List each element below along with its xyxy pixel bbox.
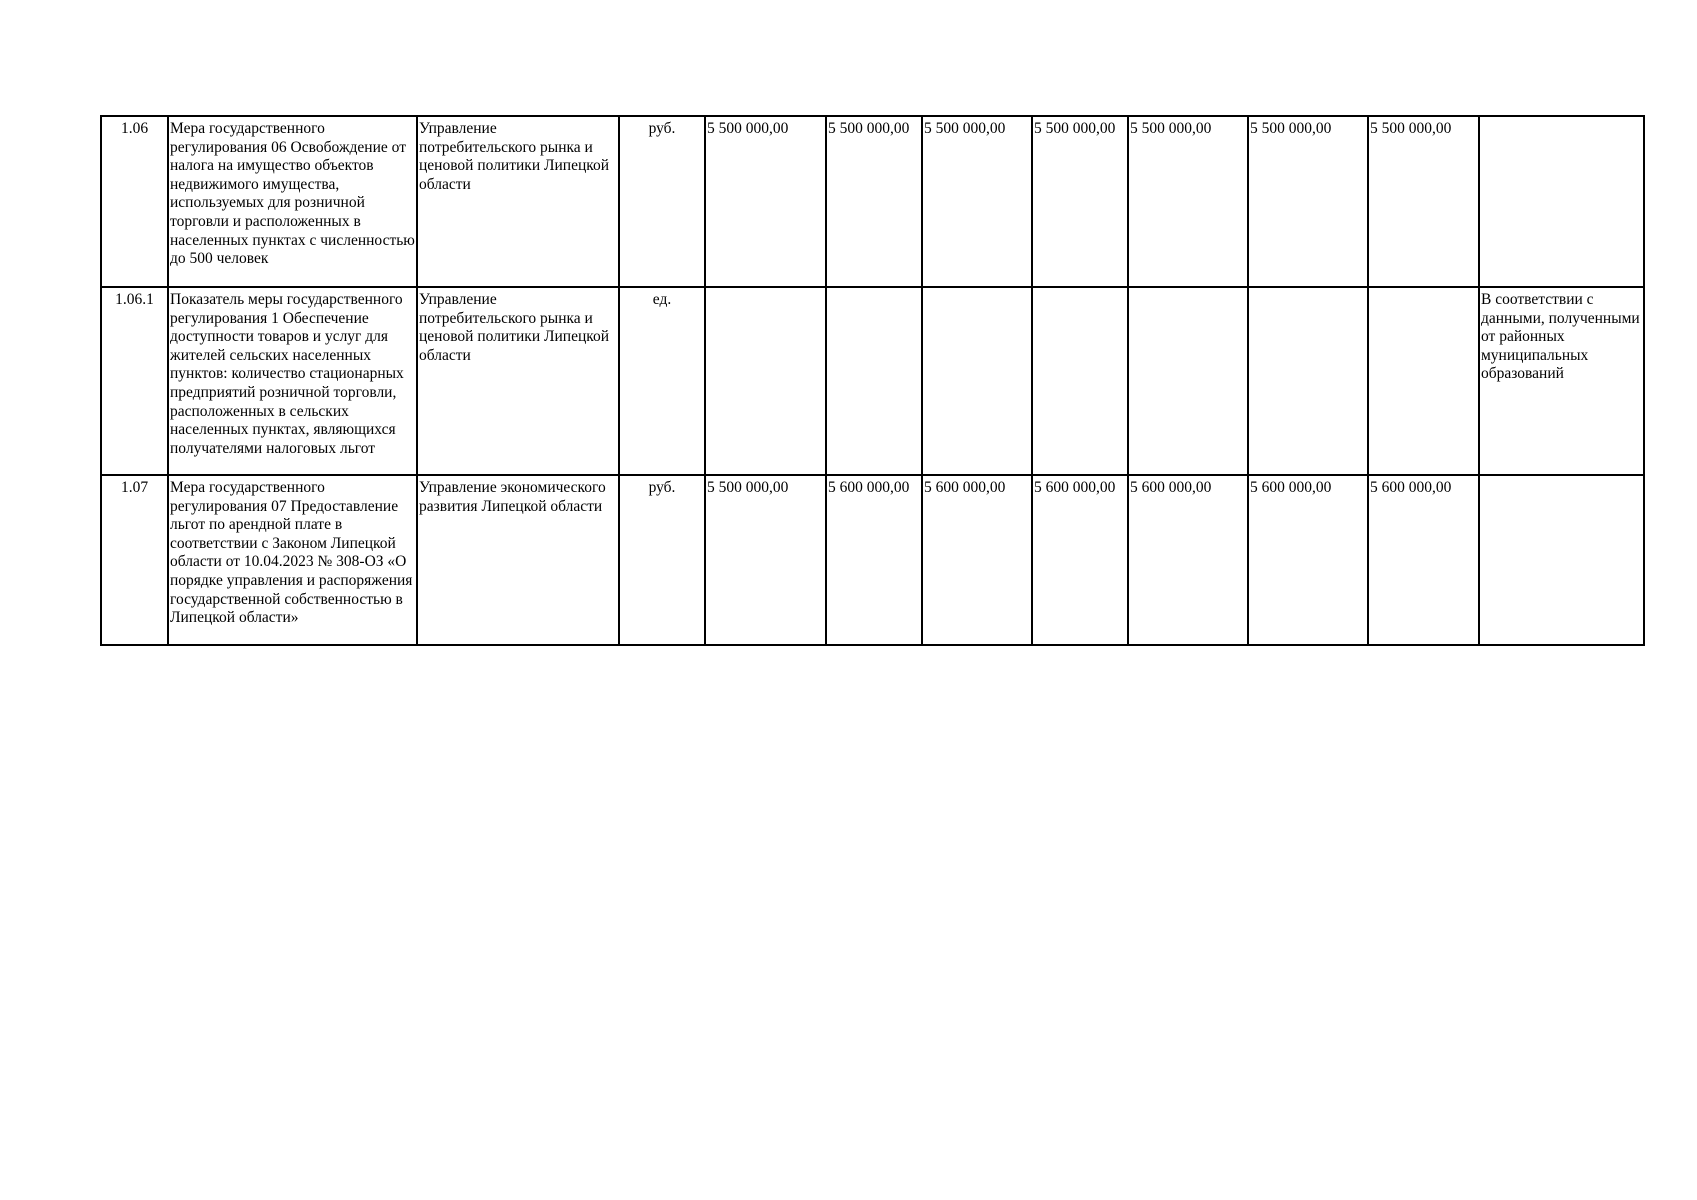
value-cell: 5 600 000,00: [1128, 475, 1248, 645]
value-cell: [826, 287, 922, 475]
row-number: 1.06.1: [101, 287, 168, 475]
value-cell: 5 500 000,00: [1032, 116, 1128, 287]
table-row: [101, 287, 1644, 475]
value-cell: 5 500 000,00: [1368, 116, 1479, 287]
value-cell: 5 500 000,00: [1248, 116, 1368, 287]
value-cell: [705, 287, 826, 475]
value-cell: 5 600 000,00: [1032, 475, 1128, 645]
value-cell: 5 500 000,00: [705, 116, 826, 287]
value-cell: 5 600 000,00: [826, 475, 922, 645]
value-cell: [1128, 287, 1248, 475]
value-cell: 5 600 000,00: [1368, 475, 1479, 645]
value-cell: [1248, 287, 1368, 475]
value-cell: [1032, 287, 1128, 475]
value-cell: 5 600 000,00: [922, 475, 1032, 645]
value-cell: [1368, 287, 1479, 475]
note-cell: [1479, 475, 1644, 645]
measures-table: [100, 115, 1645, 646]
value-cell: 5 500 000,00: [1128, 116, 1248, 287]
responsible-body: Управление потребительского рынка и ценовой политики Липецкой области: [417, 287, 619, 475]
row-number: 1.07: [101, 475, 168, 645]
note-cell: В соответствии с данными, полученными от районных муниципальных образований: [1479, 287, 1644, 475]
value-cell: 5 500 000,00: [826, 116, 922, 287]
measure-name: Мера государственного регулирования 07 Предоставление льгот по арендной плате в соответствии с Законом Липецкой области от 10.04.2023 № 308-ОЗ «О порядке управления и распоряжения государственной собственностью в Липецкой области»: [168, 475, 417, 645]
responsible-body: Управление потребительского рынка и ценовой политики Липецкой области: [417, 116, 619, 287]
unit: руб.: [619, 116, 705, 287]
measure-name: Мера государственного регулирования 06 Освобождение от налога на имущество объектов недвижимого имущества, используемых для розничной торговли и расположенных в населенных пунктах с численностью до 500 человек: [168, 116, 417, 287]
responsible-body: Управление экономического развития Липецкой области: [417, 475, 619, 645]
note-cell: [1479, 116, 1644, 287]
value-cell: 5 600 000,00: [1248, 475, 1368, 645]
table-row: [101, 475, 1644, 645]
value-cell: [922, 287, 1032, 475]
table-row: [101, 116, 1644, 287]
value-cell: 5 500 000,00: [922, 116, 1032, 287]
value-cell: 5 500 000,00: [705, 475, 826, 645]
unit: ед.: [619, 287, 705, 475]
row-number: 1.06: [101, 116, 168, 287]
measure-name: Показатель меры государственного регулирования 1 Обеспечение доступности товаров и услуг для жителей сельских населенных пунктов: количество стационарных предприятий розничной торговли, расположенных в сельских населенных пунктах, являющихся получателями налоговых льгот: [168, 287, 417, 475]
unit: руб.: [619, 475, 705, 645]
